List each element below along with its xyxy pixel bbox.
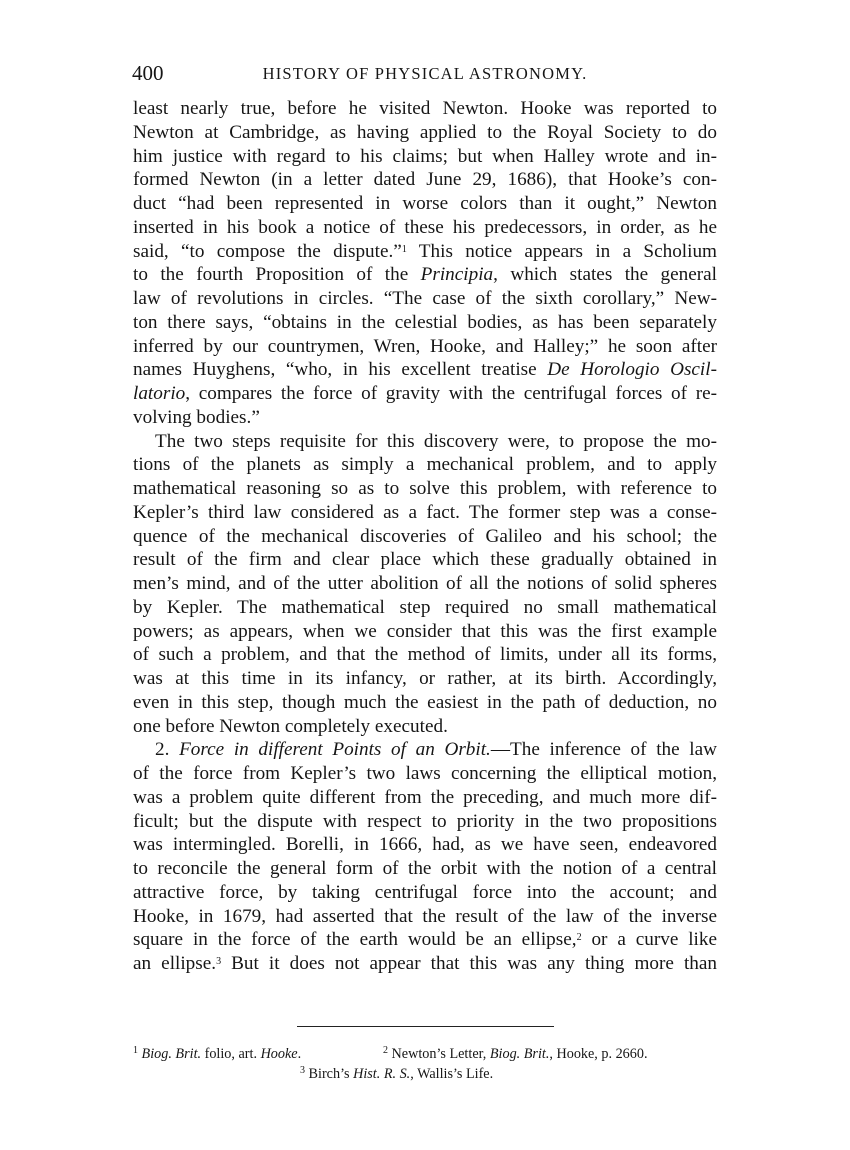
text-line: law of revolutions in circles. “The case of the sixth corollary,” New- <box>133 288 717 309</box>
footnote-1 <box>133 1044 301 1064</box>
footnote-source: Hooke <box>260 1046 298 1062</box>
text-line: of such a problem, and that the method of limits, under all its forms, <box>133 644 717 666</box>
text-line: of the force from Kepler’s two laws concerning the elliptical motion, <box>133 763 717 784</box>
text-line <box>133 952 717 976</box>
text-segment: to the fourth Proposition of the <box>133 264 421 286</box>
footnote-3 <box>300 1064 493 1084</box>
text-segment: But it does not appear that this was any thing more than <box>221 953 717 974</box>
footnote-source: Hist. R. S. <box>353 1066 411 1082</box>
text-line: least nearly true, before he visited Newton. Hooke was reported to <box>133 98 717 119</box>
footnote-text: . <box>297 1046 302 1062</box>
text-segment: , which states the general <box>493 264 718 286</box>
footnote-ref: 2 <box>576 932 582 944</box>
text-line: him justice with regard to his claims; but when Halley wrote and in- <box>133 145 717 167</box>
text-segment: square in the force of the earth would be an ellipse, <box>133 929 577 951</box>
footnote-2 <box>383 1044 648 1064</box>
running-title: HISTORY OF PHYSICAL ASTRONOMY. <box>262 64 588 83</box>
text-segment: names Huyghens, “who, in his excellent treatise <box>133 359 548 381</box>
text-line <box>133 738 717 762</box>
footnote-number: 1 <box>133 1045 138 1056</box>
footnote-source: Biog. Brit. <box>489 1046 550 1062</box>
text-line <box>133 263 717 287</box>
italic-title: latorio <box>133 383 186 404</box>
footnote-text: Newton’s Letter, <box>391 1046 490 1062</box>
text-line: by Kepler. The mathematical step required no small mathematical <box>133 596 717 618</box>
footnote-text: , Wallis’s Life. <box>410 1066 494 1082</box>
page-number: 400 <box>132 61 164 85</box>
text-line: even in this step, though much the easiest in the path of deduction, no <box>133 691 717 713</box>
body-text <box>133 97 717 976</box>
footnote-number: 2 <box>383 1045 388 1056</box>
text-line <box>133 240 717 264</box>
text-segment: said, “to compose the dispute.” <box>133 240 402 262</box>
text-line <box>133 382 717 406</box>
footnote-text: Birch’s <box>308 1066 354 1082</box>
text-segment: , compares the force of gravity with the centrifugal forces of re- <box>185 383 717 404</box>
text-line: result of the firm and clear place which these gradually obtained in <box>133 549 717 571</box>
text-segment: or a curve like <box>581 929 717 951</box>
text-line: mathematical reasoning so as to solve this problem, with reference to <box>133 478 717 499</box>
text-line: to reconcile the general form of the orbit with the notion of a central <box>133 858 717 879</box>
footnote-number: 3 <box>300 1065 305 1076</box>
footnote-ref: 3 <box>216 956 222 967</box>
text-line: one before Newton completely executed. <box>133 715 448 737</box>
text-line: formed Newton (in a letter dated June 29, 1686), that Hooke’s con- <box>133 169 717 191</box>
text-line: men’s mind, and of the utter abolition of all the notions of solid spheres <box>133 573 717 594</box>
text-line: ficult; but the dispute with respect to priority in the two propositions <box>133 810 717 832</box>
text-segment: an ellipse. <box>133 953 217 974</box>
text-line: inserted in his book a notice of these his predecessors, in order, as he <box>133 216 717 238</box>
text-line: duct “had been represented in worse colors than it ought,” Newton <box>133 193 717 214</box>
text-line: Newton at Cambridge, as having applied to the Royal Society to do <box>133 121 717 143</box>
text-line: quence of the mechanical discoveries of Galileo and his school; the <box>133 525 717 547</box>
footnote-text: , Hooke, p. 2660. <box>549 1046 648 1062</box>
text-line: was a problem quite different from the preceding, and much more dif- <box>133 786 717 808</box>
section-heading: Force in different Points of an Orbit. <box>179 739 491 761</box>
text-segment: 2. <box>155 739 180 761</box>
italic-title: De Horologio Oscil- <box>547 359 717 381</box>
footnote-ref: 1 <box>401 243 407 255</box>
text-line <box>133 358 717 382</box>
text-line: powers; as appears, when we consider that this was the first example <box>133 620 717 642</box>
text-line: volving bodies.” <box>133 406 260 428</box>
footnote-text: folio, art. <box>201 1046 261 1062</box>
page-header <box>132 60 718 86</box>
footnote-source: Biog. Brit. <box>141 1046 202 1062</box>
text-line: The two steps requisite for this discovery were, to propose the mo- <box>155 430 717 452</box>
text-segment: This notice appears in a Scholium <box>406 240 717 262</box>
text-line: tions of the planets as simply a mechanical problem, and to apply <box>133 454 717 476</box>
text-line: attractive force, by taking centrifugal force into the account; and <box>133 881 717 903</box>
text-line: Hooke, in 1679, had asserted that the result of the law of the inverse <box>133 905 717 927</box>
text-line: Kepler’s third law considered as a fact. The former step was a conse- <box>133 501 717 523</box>
text-line: was intermingled. Borelli, in 1666, had, as we have seen, endeavored <box>133 834 717 856</box>
text-segment: —The inference of the law <box>490 739 717 761</box>
text-line <box>133 928 717 952</box>
footnote-divider <box>297 1026 554 1027</box>
text-line: ton there says, “obtains in the celestial bodies, as has been separately <box>133 311 717 333</box>
text-line: was at this time in its infancy, or rather, at its birth. Accordingly, <box>133 668 717 689</box>
text-line: inferred by our countrymen, Wren, Hooke, and Halley;” he soon after <box>133 335 717 357</box>
italic-title: Principia <box>420 264 494 286</box>
